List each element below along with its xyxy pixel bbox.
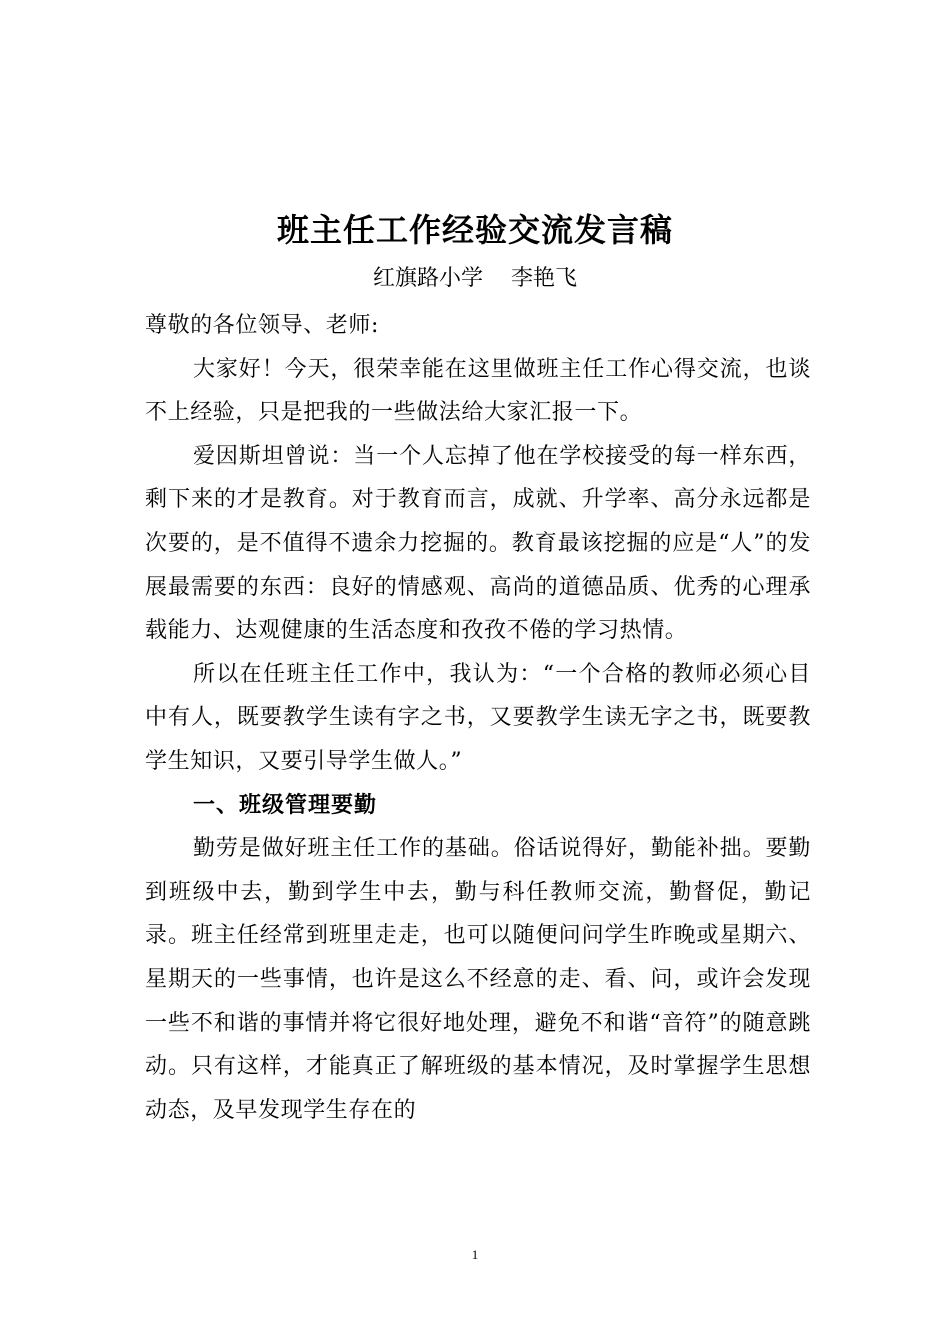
paragraph-greeting: 大家好！今天，很荣幸能在这里做班主任工作心得交流，也谈不上经验，只是把我的一些做法给大家汇报一下。 [145, 356, 811, 426]
page-number: 1 [471, 1247, 479, 1262]
paragraph-teacher-view: 所以在任班主任工作中，我认为：“一个合格的教师必须心目中有人，既要教学生读有字之书，又要教学生读无字之书，既要教学生知识，又要引导学生做人。” [145, 661, 811, 774]
document-title: 班主任工作经验交流发言稿 [276, 211, 673, 249]
author-line: 红旗路小学 李艳飞 [373, 266, 577, 291]
section-heading: 一、班级管理要勤 [193, 792, 378, 818]
paragraph-class-management: 勤劳是做好班主任工作的基础。俗话说得好，勤能补拙。要勤到班级中去，勤到学生中去，勤与科任教师交流，勤督促，勤记录。班主任经常到班里走走，也可以随便问问学生昨晚或星期六、星期天的一些事情，也许是这么不经意的走、看、问，或许会发现一些不和谐的事情并将它很好地处理，避免不和谐“音符”的随意跳动。只有这样，才能真正了解班级的基本情况，及时掌握学生思想动态，及早发现学生存在的 [145, 836, 811, 1123]
document-body [145, 304, 811, 1132]
paragraph-einstein-quote: 爱因斯坦曾说：当一个人忘掉了他在学校接受的每一样东西，剩下来的才是教育。对于教育而言，成就、升学率、高分永远都是次要的，是不值得不遗余力挖掘的。教育最该挖掘的应是“人”的发展最需要的东西：良好的情感观、高尚的道德品质、优秀的心理承载能力、达观健康的生活态度和孜孜不倦的学习热情。 [145, 443, 811, 644]
salutation: 尊敬的各位领导、老师: [145, 313, 380, 338]
